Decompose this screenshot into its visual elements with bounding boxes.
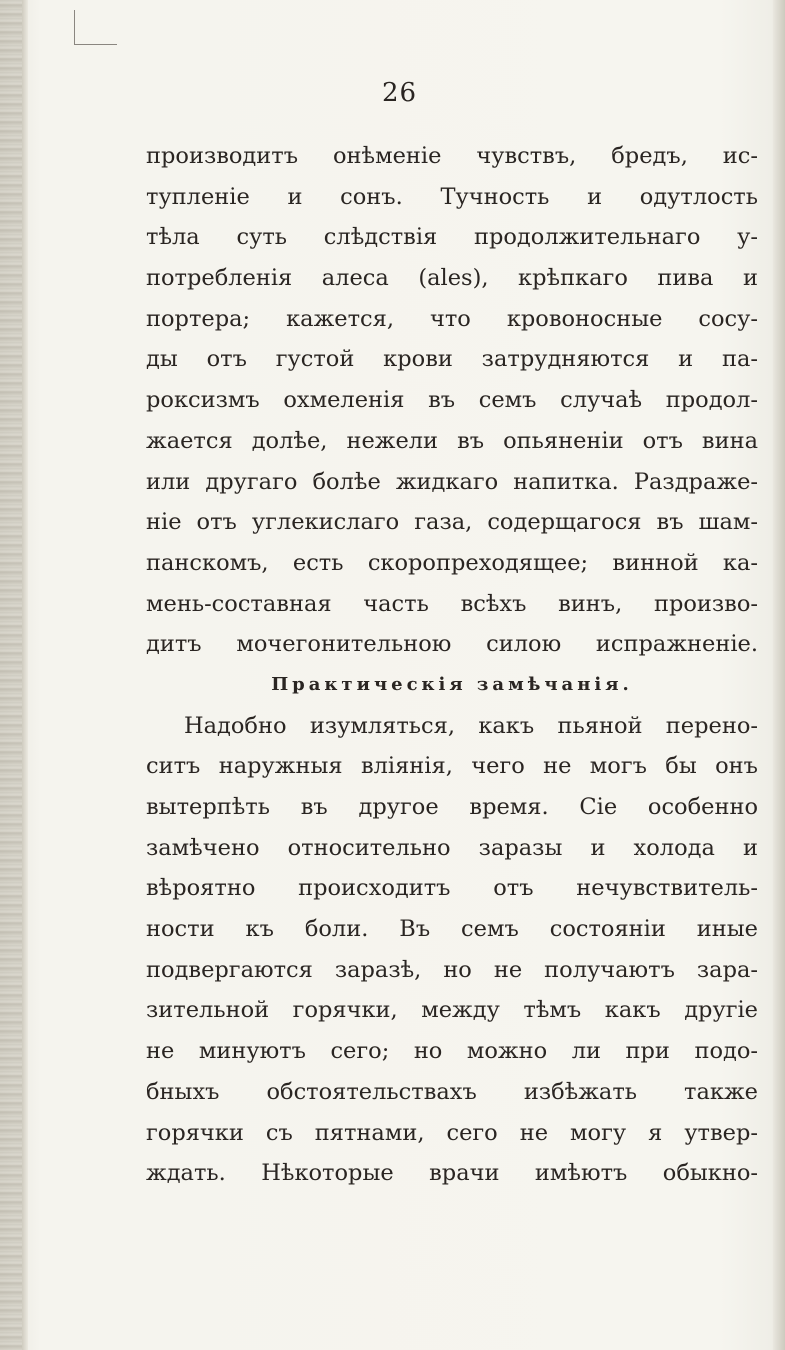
text-line: тѣла суть слѣдствія продолжительнаго у- xyxy=(146,224,758,251)
text-block xyxy=(146,136,758,1194)
text-line: вѣроятно происходитъ отъ нечувствитель- xyxy=(146,875,758,902)
text-line: панскомъ, есть скоропреходящее; винной ка- xyxy=(146,549,758,576)
text-line: не минуютъ сего; но можно ли при подо- xyxy=(146,1038,758,1065)
text-line: дитъ мочегонительною силою испражненіе. xyxy=(146,631,758,658)
text-line: вытерпѣть въ другое время. Сіе особенно xyxy=(146,794,758,820)
text-line: горячки съ пятнами, сего не могу я утвер- xyxy=(146,1119,758,1146)
text-line: Надобно изумляться, какъ пьяной перено- xyxy=(184,712,758,739)
text-line: тупленіе и сонъ. Тучность и одутлость xyxy=(146,183,758,210)
text-line: ды отъ густой крови затрудняются и па- xyxy=(146,346,758,373)
text-line: ніе отъ углекислаго газа, содерщагося въ шам- xyxy=(146,509,758,536)
text-line: производитъ онѣменіе чувствъ, бредъ, ис- xyxy=(146,143,758,169)
text-line: ждать. Нѣкоторые врачи имѣютъ обыкно- xyxy=(146,1160,758,1187)
page-number: 26 xyxy=(381,78,418,108)
text-line: замѣчено относительно заразы и холода и xyxy=(146,834,758,861)
text-line: зительной горячки, между тѣмъ какъ другіе xyxy=(146,997,758,1024)
text-line: ситъ наружныя вліянія, чего не могъ бы онъ xyxy=(146,753,758,780)
section-heading: Практическія замѣчанія. xyxy=(271,673,633,695)
binding-shadow xyxy=(22,0,28,1350)
text-line: или другаго болѣе жидкаго напитка. Раздраже- xyxy=(146,468,758,495)
text-line: портера; кажется, что кровоносные сосу- xyxy=(146,305,758,332)
text-line: бныхъ обстоятельствахъ избѣжать также xyxy=(146,1078,758,1105)
book-binding xyxy=(0,0,22,1350)
corner-mark xyxy=(74,10,117,45)
text-line: роксизмъ охмеленія въ семъ случаѣ продол- xyxy=(146,387,758,414)
text-line: мень-составная часть всѣхъ винъ, произво- xyxy=(146,590,758,617)
text-line: подвергаются заразѣ, но не получаютъ зара- xyxy=(146,956,758,983)
text-line: потребленія алеса (ales), крѣпкаго пива и xyxy=(146,265,758,292)
text-line: ности къ боли. Въ семъ состояніи иные xyxy=(146,916,758,943)
text-line: жается долѣе, нежели въ опьяненіи отъ вина xyxy=(146,427,758,454)
page-edge xyxy=(773,0,785,1350)
